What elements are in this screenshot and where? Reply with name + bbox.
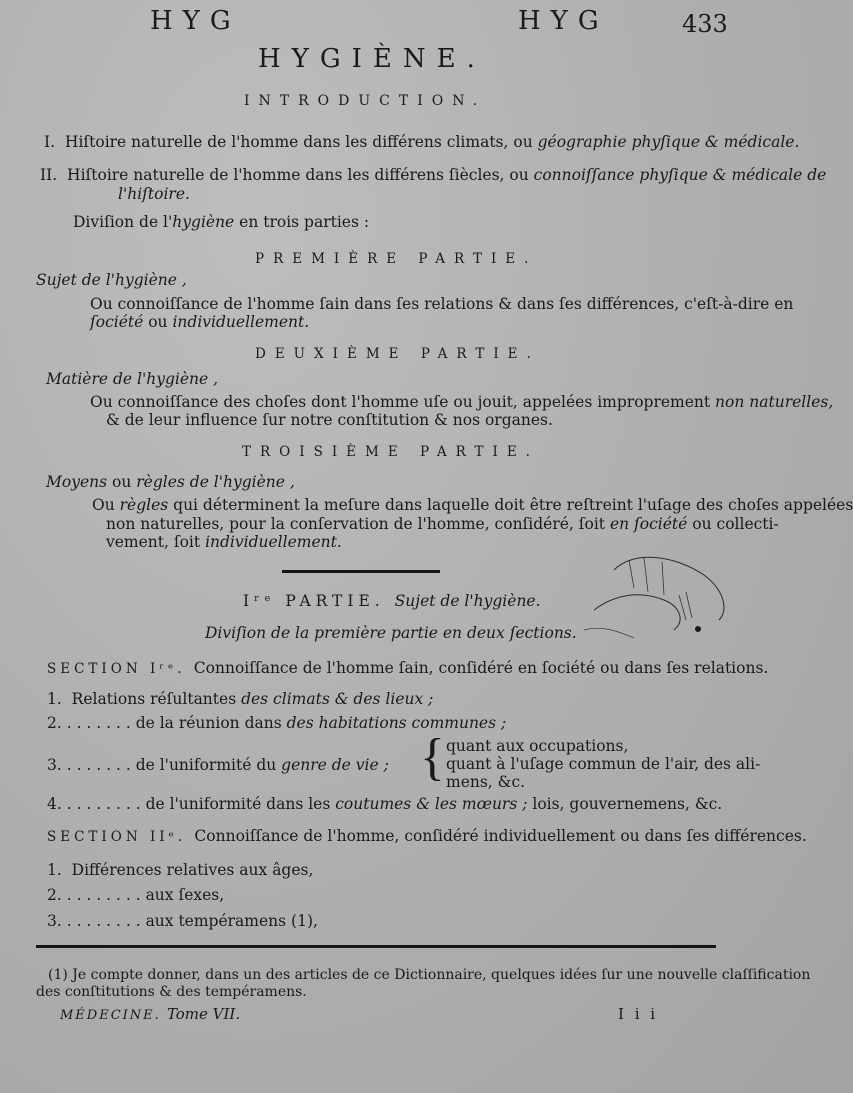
part3-label-b: ou — [107, 473, 137, 491]
part1-section-heading — [243, 592, 541, 610]
part1-section-heading-b: Sujet de l'hygiène. — [394, 592, 541, 610]
part2-line1-a: Ou connoiſſance des choſes dont l'homme uſe ou jouit, appelées improprement — [90, 393, 716, 411]
item-italic: connoiſſance phyſique & médicale de — [533, 166, 827, 184]
footer-left-b: Tome VII. — [166, 1005, 241, 1023]
brace-line-1: quant aux occupations, — [446, 737, 629, 755]
introduction-heading: INTRODUCTION. — [244, 93, 487, 109]
intro-item-2-cont: l'hiſtoire. — [118, 185, 190, 203]
item-text: aux ſexes, — [145, 886, 225, 904]
item-italic: coutumes & les mœurs ; — [335, 795, 528, 813]
item-text: Relations réſultantes — [71, 690, 242, 708]
item-number: 3. . . . . . . . — [47, 756, 136, 774]
part3-line3-a: vement, ſoit — [106, 533, 206, 551]
item-text: aux tempéramens (1), — [145, 912, 318, 930]
item-number: 2. . . . . . . . — [47, 714, 136, 732]
division-text-c: en trois parties : — [234, 213, 370, 231]
part3-line3-b: individuellement. — [205, 533, 342, 551]
footer-signature-mark: I i i — [618, 1005, 659, 1023]
pen-sketch-drawing-icon — [574, 540, 744, 650]
brace-icon: { — [420, 729, 445, 786]
part3-heading: TROISIÈME PARTIE. — [242, 444, 539, 460]
part1-subheading: Diviſion de la première partie en deux ſections. — [205, 624, 577, 642]
section2-item-2 — [47, 886, 224, 904]
part2-line1 — [90, 393, 833, 411]
section2-item-3 — [47, 912, 318, 930]
intro-item-2 — [40, 166, 826, 184]
item-number: I. — [44, 133, 56, 151]
running-head-center: HYG — [518, 6, 609, 36]
part1-line2-b: ou — [143, 313, 173, 331]
footer-left-a: MÉDECINE. — [60, 1008, 167, 1023]
item-tail: lois, gouvernemens, &c. — [527, 795, 723, 813]
section1-heading — [47, 659, 768, 677]
item-text: Différences relatives aux âges, — [71, 861, 314, 879]
footnote-rule — [36, 945, 716, 948]
section1-item-1 — [47, 690, 433, 708]
part3-line1-a: Ou — [92, 496, 120, 514]
item-number: 1. — [47, 690, 62, 708]
part3-line3 — [106, 533, 342, 551]
item-text: Hiſtoire naturelle de l'homme dans les différens climats, ou — [64, 133, 538, 151]
brace-line-2: quant à l'uſage commun de l'air, des ali- — [446, 755, 761, 773]
item-text: de l'uniformité dans les — [145, 795, 336, 813]
part1-line1: Ou connoiſſance de l'homme ſain dans ſes relations & dans ſes différences, c'eſt-à-dire en — [90, 295, 794, 313]
part3-label-a: Moyens — [46, 473, 108, 491]
item-number: 1. — [47, 861, 62, 879]
footnote-line-1: (1) Je compte donner, dans un des articles de ce Dictionnaire, quelques idées ſur une nouvelle claſſification — [48, 967, 811, 983]
section2-item-1 — [47, 861, 313, 879]
page-title: HYGIÈNE. — [258, 44, 486, 74]
part3-line2-c: ou collecti- — [687, 515, 779, 533]
item-text: de l'uniformité du — [135, 756, 282, 774]
item-italic: géographie phyſique & médicale. — [537, 133, 800, 151]
part3-label — [46, 473, 295, 491]
section1-item-4 — [47, 795, 722, 813]
part3-line2 — [106, 515, 779, 533]
part1-section-heading-a: Iʳᵉ PARTIE. — [243, 592, 395, 610]
part3-line1-c: qui déterminent la meſure dans laquelle doit être reſtreint l'uſage des choſes appelées — [168, 496, 853, 514]
division-text-a: Diviſion de l' — [73, 213, 173, 231]
division-line — [73, 213, 369, 231]
item-italic: genre de vie ; — [281, 756, 389, 774]
item-text: Hiſtoire naturelle de l'homme dans les différens ſiècles, ou — [67, 166, 534, 184]
part3-line2-b: en ſociété — [609, 515, 688, 533]
item-text: de la réunion dans — [135, 714, 287, 732]
division-text-b: hygiène — [172, 213, 235, 231]
section2-label: SECTION IIᵉ. — [47, 829, 195, 845]
part3-line2-a: non naturelles, pour la conſervation de l'homme, conſidéré, ſoit — [106, 515, 610, 533]
part1-heading: PREMIÈRE PARTIE. — [255, 251, 538, 267]
item-italic: des habitations communes ; — [286, 714, 507, 732]
page-number: 433 — [682, 10, 728, 38]
part3-line1 — [92, 496, 853, 514]
item-number: 3. . . . . . . . . — [47, 912, 146, 930]
item-number: II. — [40, 166, 58, 184]
part3-label-c: règles de l'hygiène , — [136, 473, 295, 491]
section1-item-3 — [47, 756, 389, 774]
item-italic: des climats & des lieux ; — [241, 690, 434, 708]
footnote-line-2: des conſtitutions & des tempéramens. — [36, 984, 307, 1000]
part2-label: Matière de l'hygiène , — [46, 370, 219, 388]
part2-heading: DEUXIÈME PARTIE. — [255, 346, 540, 362]
section2-text: Connoiſſance de l'homme, conſidéré individuellement ou dans ſes différences. — [194, 827, 807, 845]
section1-text: Connoiſſance de l'homme ſain, conſidéré en ſociété ou dans ſes relations. — [193, 659, 769, 677]
part3-line1-b: règles — [119, 496, 169, 514]
intro-item-1 — [44, 133, 799, 151]
section2-heading — [47, 827, 807, 845]
footer-signature — [60, 1005, 240, 1023]
brace-line-3: mens, &c. — [446, 773, 526, 791]
section1-label: SECTION Iʳᵉ. — [47, 661, 194, 677]
part2-line1-b: non naturelles, — [715, 393, 834, 411]
part1-line2 — [90, 313, 309, 331]
part1-line2-c: individuellement. — [172, 313, 310, 331]
part2-line2: & de leur influence ſur notre conſtitution & nos organes. — [106, 411, 553, 429]
running-head-left: HYG — [150, 6, 241, 36]
part1-label: Sujet de l'hygiène , — [36, 271, 187, 289]
item-number: 2. . . . . . . . . — [47, 886, 146, 904]
short-rule — [282, 570, 440, 573]
part1-line2-a: ſociété — [90, 313, 144, 331]
item-number: 4. . . . . . . . . — [47, 795, 146, 813]
